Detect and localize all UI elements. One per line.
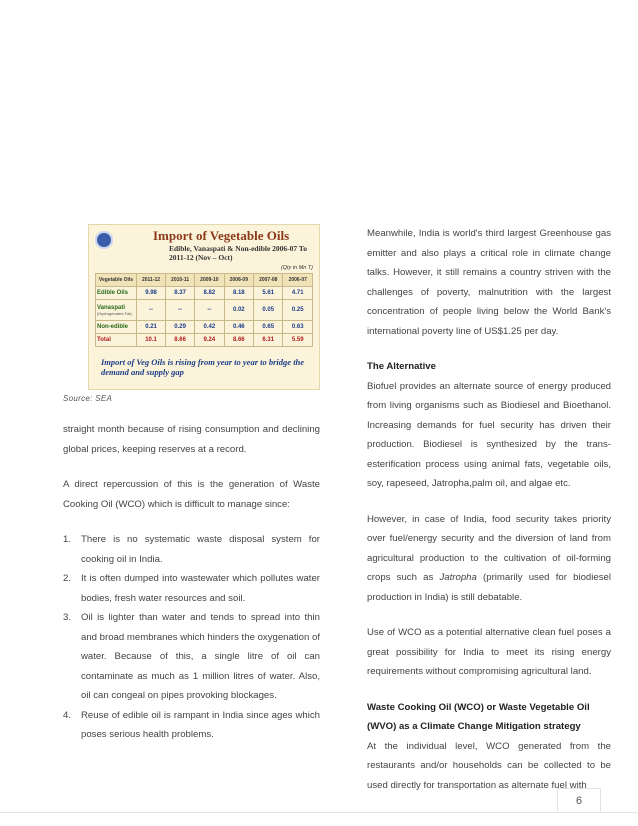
figure-source: Source: SEA xyxy=(63,394,113,403)
table-row xyxy=(96,300,313,321)
table-cell: 0.29 xyxy=(166,321,195,334)
table-header-cell: 2011-12 xyxy=(137,274,166,287)
import-vegetable-oils-figure xyxy=(88,224,320,390)
left-paragraph-2: A direct repercussion of this is the generation of Waste Cooking Oil (WCO) which is difficult to manage since: xyxy=(63,479,320,510)
list-item xyxy=(63,706,320,745)
figure-title: Import of Vegetable Oils xyxy=(153,228,290,243)
table-cell: 8.37 xyxy=(166,287,195,300)
table-header-cell: 2009-10 xyxy=(195,274,224,287)
list-number: 2. xyxy=(63,573,72,584)
table-cell: 9.24 xyxy=(195,334,224,347)
right-column xyxy=(367,224,611,795)
table-row-label: Non-edible xyxy=(96,321,137,334)
list-text: Reuse of edible oil is rampant in India since ages which poses serious health problems. xyxy=(81,709,320,740)
table-cell: 8.82 xyxy=(195,287,224,300)
table-cell: 9.98 xyxy=(137,287,166,300)
right-paragraph-2: Biofuel provides an alternate source of energy produced from living organisms such as Biodiesel and Bioethanol. Increasing demands for fuel security has driven their production. Biodiesel is synthesized by the trans-esterification process using animal fats, vegetable oils, soy, rapeseed, Jatropha,palm oil, and algae etc. xyxy=(367,380,611,489)
table-row xyxy=(96,321,313,334)
para3-text-b: (primarily used for biodiesel production in India) is still debatable. xyxy=(367,572,611,603)
list-item xyxy=(63,608,320,706)
table-cell: 0.65 xyxy=(254,321,283,334)
table-row xyxy=(96,287,313,300)
list-number: 3. xyxy=(63,612,72,623)
list-number: 1. xyxy=(63,534,72,545)
table-header-cell: 2008-09 xyxy=(224,274,253,287)
page-number: 6 xyxy=(557,788,601,812)
problem-list xyxy=(63,530,320,745)
table-cell: 0.25 xyxy=(283,300,313,321)
footer-divider xyxy=(0,812,638,813)
para3-text-a: However, in case of India, food security takes priority over fuel/energy security and the diversion of land from agricultural production to the cultivation of oil-forming crops such as xyxy=(367,513,611,583)
left-paragraph-1: straight month because of rising consumption and declining global prices, keeping reserves at a record. xyxy=(63,424,320,455)
right-paragraph-5: At the individual level, WCO generated from the restaurants and/or households can be collected to be used directly for transportation as alternate fuel with xyxy=(367,740,611,791)
table-cell: -- xyxy=(137,300,166,321)
table-row-label: Total xyxy=(96,334,137,347)
table-cell: 5.59 xyxy=(283,334,313,347)
table-cell: 8.18 xyxy=(224,287,253,300)
table-header-cell: 2007-08 xyxy=(254,274,283,287)
heading-wco-strategy: Waste Cooking Oil (WCO) or Waste Vegetable Oil (WVO) as a Climate Change Mitigation strategy xyxy=(367,701,590,732)
table-header-cell: 2010-11 xyxy=(166,274,195,287)
table-header-cell: Vegetable Oils xyxy=(96,274,137,287)
figure-table xyxy=(95,273,313,347)
list-number: 4. xyxy=(63,709,72,721)
table-cell: -- xyxy=(166,300,195,321)
table-header-cell: 2006-07 xyxy=(283,274,313,287)
left-column xyxy=(63,420,320,745)
right-paragraph-1: Meanwhile, India is world's third largest Greenhouse gas emitter and also plays a critical role in climate change talks. However, it still remains a country striven with the challenges of poverty, malnutrition with the largest concentration of people living below the World Bank's international poverty line of US$1.25 per day. xyxy=(367,228,611,337)
table-cell: 6.31 xyxy=(254,334,283,347)
row-label-text: Vanaspati xyxy=(97,304,126,311)
para3-italic: Jatropha xyxy=(439,572,477,583)
list-item xyxy=(63,530,320,569)
table-cell: 8.66 xyxy=(166,334,195,347)
right-paragraph-4: Use of WCO as a potential alternative clean fuel poses a great possibility for India to meet its rising energy requirements without compromising agricultural land. xyxy=(367,627,611,677)
table-cell: 0.05 xyxy=(254,300,283,321)
right-paragraph-3 xyxy=(367,510,611,608)
table-cell: 8.66 xyxy=(224,334,253,347)
table-header-row xyxy=(96,274,313,287)
table-row xyxy=(96,334,313,347)
list-text: It is often dumped into wastewater which pollutes water bodies, fresh water resources and soil. xyxy=(81,573,320,604)
table-cell: 0.21 xyxy=(137,321,166,334)
table-cell: 5.61 xyxy=(254,287,283,300)
table-cell: 4.71 xyxy=(283,287,313,300)
row-label-note: (Hydrogenated Fat) xyxy=(97,310,132,316)
figure-subtitle: Edible, Vanaspati & Non-edible 2006-07 To 2011-12 (Nov – Oct) xyxy=(169,244,307,262)
table-cell: 0.63 xyxy=(283,321,313,334)
heading-the-alternative: The Alternative xyxy=(367,361,436,372)
figure-qty-note: (Qty in Mn T) xyxy=(280,265,313,271)
list-item xyxy=(63,569,320,608)
list-text: There is no systematic waste disposal system for cooking oil in India. xyxy=(81,534,320,565)
table-cell: 10.1 xyxy=(137,334,166,347)
sea-logo-icon xyxy=(95,231,113,249)
table-cell: 0.42 xyxy=(195,321,224,334)
table-cell: -- xyxy=(195,300,224,321)
table-row-label xyxy=(96,300,137,321)
table-row-label: Edible Oils xyxy=(96,287,137,300)
list-text: Oil is lighter than water and tends to spread into thin and broad membranes which hinders the oxygenation of water. Because of this, a single litre of oil can contaminate as much as 1 million litres of water. Also, oil can congeal on pipes provoking blockages. xyxy=(81,612,320,701)
figure-caption: Import of Veg Oils is rising from year to year to bridge the demand and supply gap xyxy=(101,357,305,377)
table-cell: 0.46 xyxy=(224,321,253,334)
table-cell: 0.02 xyxy=(224,300,253,321)
